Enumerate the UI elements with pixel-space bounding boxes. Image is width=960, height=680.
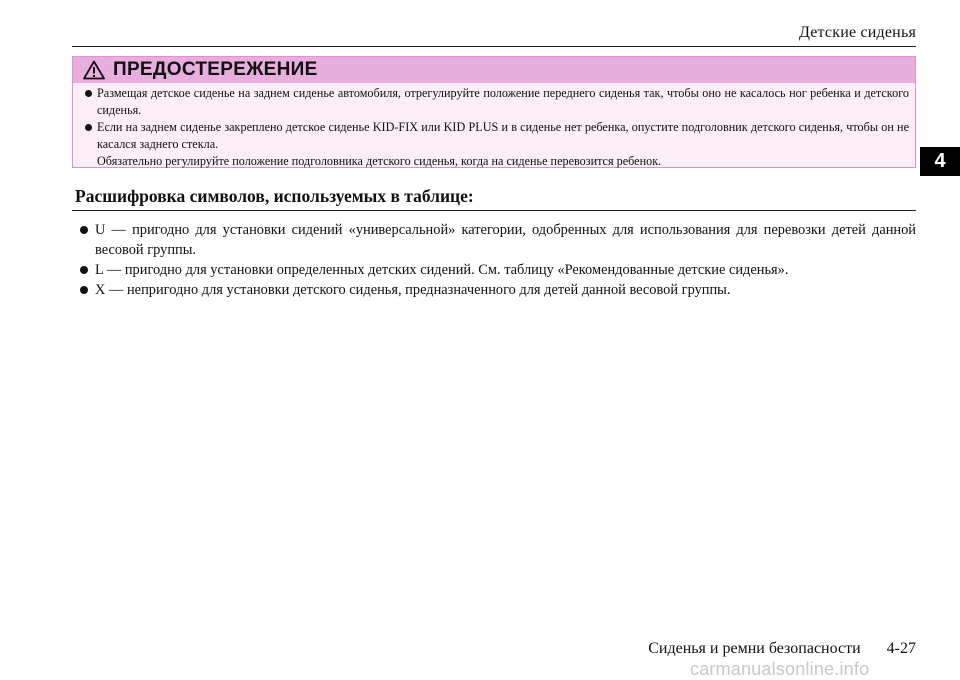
warning-item-note: Обязательно регулируйте положение подголовника детского сиденья, когда на сиденье перевозится ребенок. (97, 154, 662, 168)
list-item (80, 220, 916, 260)
warning-triangle-icon (83, 60, 105, 80)
legend-item-x: X — непригодно для установки детского сиденья, предназначенного для детей данной весовой группы. (95, 282, 731, 298)
legend-item-u: U — пригодно для установки сидений «универсальной» категории, одобренных для использования для перевозки детей данной весовой группы. (95, 222, 916, 258)
symbol-legend-list (80, 220, 916, 300)
bullet-icon (85, 124, 92, 131)
section-divider (72, 210, 916, 211)
footer-section-title: Сиденья и ремни безопасности (648, 640, 861, 657)
bullet-icon (80, 226, 88, 234)
bullet-icon (85, 90, 92, 97)
warning-item-text: Если на заднем сиденье закреплено детское сиденье KID-FIX или KID PLUS и в сиденье нет ребенка, опустите подголовник детского сиденья, чтобы он не касался заднего стекла. (97, 120, 909, 151)
bullet-icon (80, 266, 88, 274)
list-item (80, 260, 916, 280)
page-footer (648, 640, 916, 658)
legend-item-l: L — пригодно для установки определенных детских сидений. См. таблицу «Рекомендованные детские сиденья». (95, 262, 789, 278)
chapter-tab[interactable]: 4 (920, 147, 960, 176)
watermark: carmanualsonline.info (690, 659, 870, 679)
header-divider (72, 46, 916, 47)
warning-list (73, 83, 915, 170)
page-header-title: Детские сиденья (798, 24, 916, 41)
warning-header (73, 57, 915, 83)
page-number: 4-27 (886, 640, 916, 657)
warning-item-text: Размещая детское сиденье на заднем сиденье автомобиля, отрегулируйте положение переднего сиденья так, чтобы оно не касалось ног ребенка и детского сиденья. (97, 86, 909, 117)
section-heading: Расшифровка символов, используемых в таблице: (75, 186, 474, 206)
bullet-icon (80, 286, 88, 294)
warning-item (85, 119, 909, 170)
list-item (80, 280, 916, 300)
warning-title: ПРЕДОСТЕРЕЖЕНИЕ (113, 59, 318, 80)
warning-box (72, 56, 916, 168)
warning-item (85, 85, 909, 119)
